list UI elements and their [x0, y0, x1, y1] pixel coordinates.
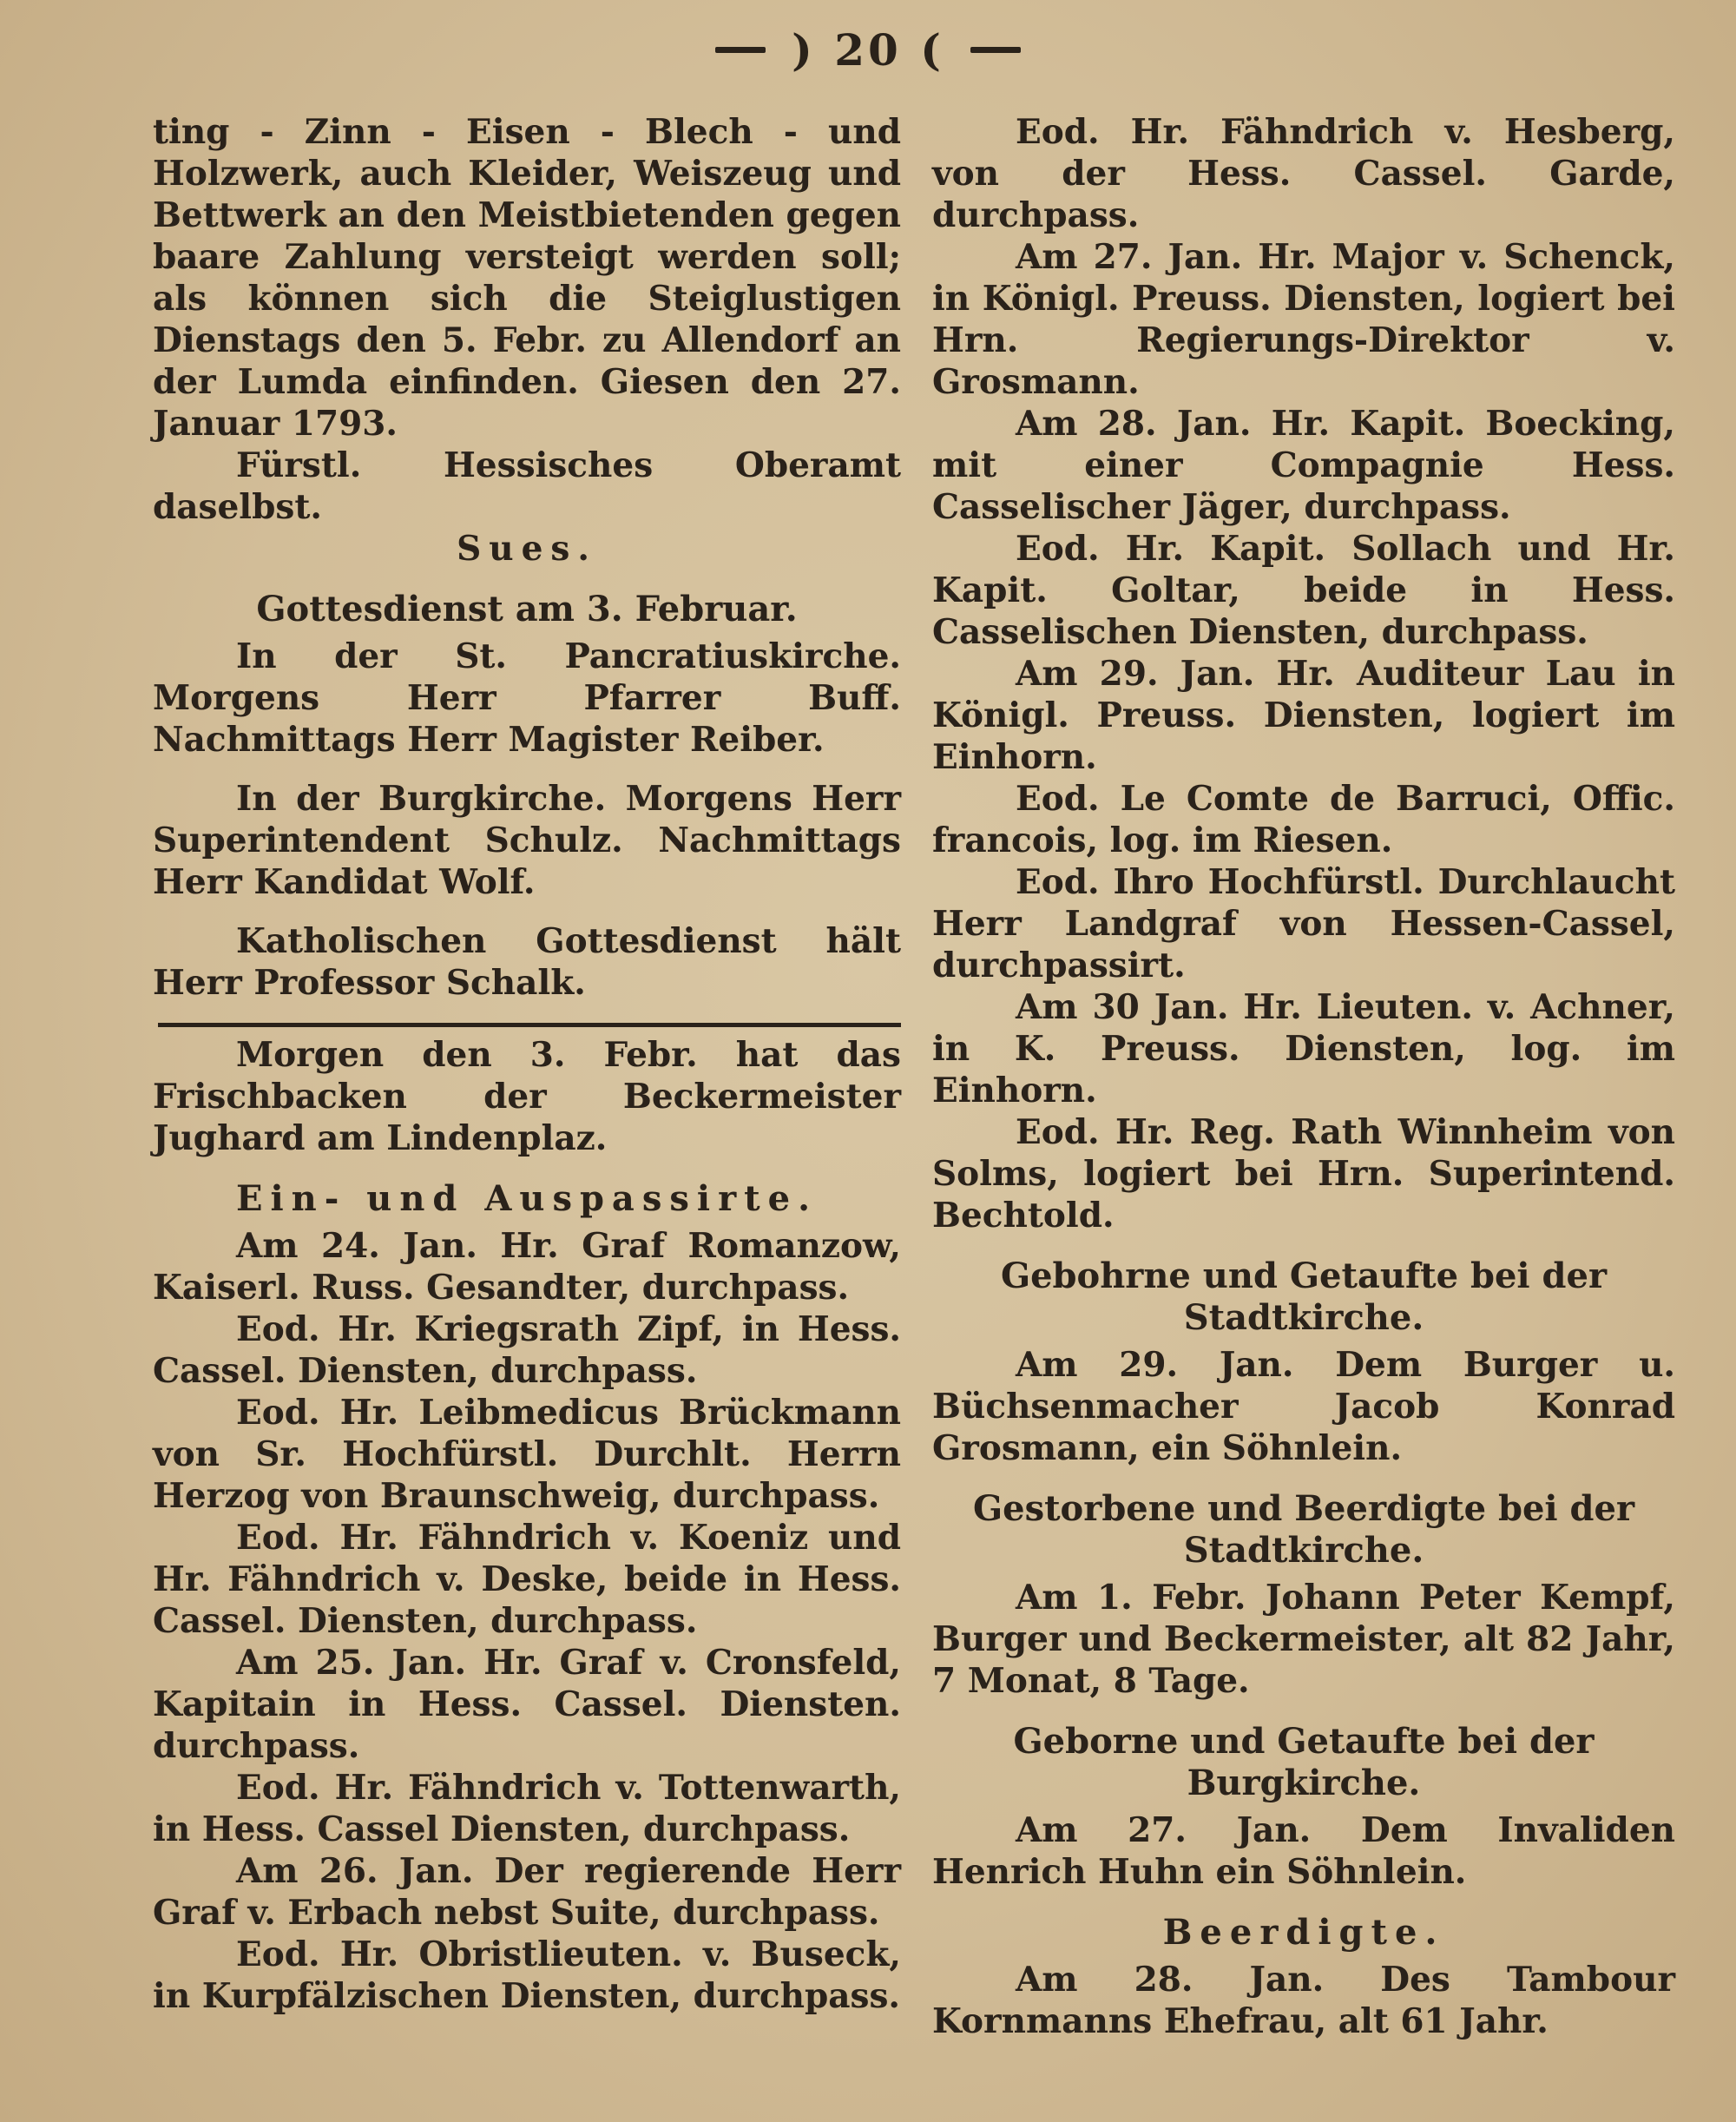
travel-heading: Ein- und Auspassirte.	[235, 1178, 819, 1219]
page-number: ) 20 (	[792, 23, 944, 76]
travel-entry: Eod. Hr. Kapit. Sollach und Hr. Kapit. Goltar, beide in Hess. Casselischen Diensten, durchpass.	[932, 529, 1675, 652]
authority-line: Fürstl. Hessisches Oberamt daselbst.	[153, 445, 901, 527]
left-column	[153, 111, 901, 2017]
header-dash-right	[970, 47, 1021, 53]
travel-entry: Am 24. Jan. Hr. Graf Romanzow, Kaiserl. Russ. Gesandter, durchpass.	[153, 1226, 901, 1308]
service-catholic: Katholischen Gottesdienst hält Herr Professor Schalk.	[153, 921, 901, 1003]
travel-entry: Eod. Hr. Leibmedicus Brückmann von Sr. Hochfürstl. Durchlt. Herrn Herzog von Braunschweig, durchpass.	[153, 1393, 901, 1516]
page-header	[0, 19, 1736, 80]
burials-heading: Beerdigte.	[1162, 1912, 1445, 1953]
burials-entry: Am 28. Jan. Des Tambour Kornmanns Ehefrau, alt 61 Jahr.	[932, 1960, 1675, 2041]
travel-entry: Eod. Hr. Fähndrich v. Koeniz und Hr. Fähndrich v. Deske, beide in Hess. Cassel. Diensten, durchpass.	[153, 1518, 901, 1641]
births-stadtkirche-entry: Am 29. Jan. Dem Burger u. Büchsenmacher Jacob Konrad Grosmann, ein Söhnlein.	[932, 1345, 1675, 1468]
births-burgkirche-heading: Geborne und Getaufte bei der Burgkirche.	[1013, 1721, 1595, 1803]
header-dash-left	[715, 47, 766, 53]
travel-entry: Am 26. Jan. Der regierende Herr Graf v. Erbach nebst Suite, durchpass.	[153, 1851, 901, 1933]
travel-entry: Eod. Hr. Reg. Rath Winnheim von Solms, logiert bei Hrn. Superintend. Bechtold.	[932, 1112, 1675, 1236]
service-pancratius: In der St. Pancratiuskirche. Morgens Herr Pfarrer Buff. Nachmittags Herr Magister Reiber.	[153, 636, 901, 760]
spacer	[153, 903, 901, 920]
births-burgkirche-entry: Am 27. Jan. Dem Invaliden Henrich Huhn ein Söhnlein.	[932, 1810, 1675, 1892]
travel-entry: Eod. Ihro Hochfürstl. Durchlaucht Herr Landgraf von Hessen-Cassel, durchpassirt.	[932, 862, 1675, 985]
travel-entry: Am 25. Jan. Hr. Graf v. Cronsfeld, Kapitain in Hess. Cassel. Diensten. durchpass.	[153, 1643, 901, 1766]
travel-entry: Eod. Hr. Fähndrich v. Tottenwarth, in Hess. Cassel Diensten, durchpass.	[153, 1768, 901, 1849]
travel-entry: Eod. Hr. Fähndrich v. Hesberg, von der Hess. Cassel. Garde, durchpass.	[932, 112, 1675, 235]
travel-entry: Am 29. Jan. Hr. Auditeur Lau in Königl. Preuss. Diensten, logiert im Einhorn.	[932, 654, 1675, 777]
service-heading: Gottesdienst am 3. Februar.	[256, 589, 798, 629]
right-column	[932, 111, 1675, 2042]
travel-entry: Eod. Hr. Obristlieuten. v. Buseck, in Kurpfälzischen Diensten, durchpass.	[153, 1934, 901, 2016]
travel-entry: Am 28. Jan. Hr. Kapit. Boecking, mit einer Compagnie Hess. Casselischer Jäger, durchpass.	[932, 404, 1675, 527]
travel-entry: Eod. Hr. Kriegsrath Zipf, in Hess. Cassel. Diensten, durchpass.	[153, 1309, 901, 1391]
travel-entry: Am 30 Jan. Hr. Lieuten. v. Achner, in K. Preuss. Diensten, log. im Einhorn.	[932, 987, 1675, 1110]
deaths-stadtkirche-entry: Am 1. Febr. Johann Peter Kempf, Burger und Beckermeister, alt 82 Jahr, 7 Monat, 8 Tage.	[932, 1578, 1675, 1701]
travel-entry: Eod. Le Comte de Barruci, Offic. francois, log. im Riesen.	[932, 779, 1675, 860]
bakery-notice: Morgen den 3. Febr. hat das Frischbacken der Beckermeister Jughard am Lindenplaz.	[153, 1035, 901, 1158]
section-divider	[158, 1023, 901, 1027]
signature: Sues.	[457, 529, 597, 569]
auction-notice: ting - Zinn - Eisen - Blech - und Holzwerk, auch Kleider, Weiszeug und Bettwerk an den Meistbietenden gegen baare Zahlung versteigt werden soll; als können sich die Steiglustigen Dienstags den 5. Febr. zu Allendorf an der Lumda einfinden. Giesen den 27. Januar 1793.	[153, 112, 901, 444]
spacer	[153, 761, 901, 778]
deaths-stadtkirche-heading: Gestorbene und Beerdigte bei der Stadtkirche.	[972, 1488, 1635, 1571]
service-burgkirche: In der Burgkirche. Morgens Herr Superintendent Schulz. Nachmittags Herr Kandidat Wolf.	[153, 779, 901, 902]
births-stadtkirche-heading: Gebohrne und Getaufte bei der Stadtkirche.	[1000, 1255, 1608, 1338]
travel-entry: Am 27. Jan. Hr. Major v. Schenck, in Königl. Preuss. Diensten, logiert bei Hrn. Regierungs-Direktor v. Grosmann.	[932, 237, 1675, 402]
